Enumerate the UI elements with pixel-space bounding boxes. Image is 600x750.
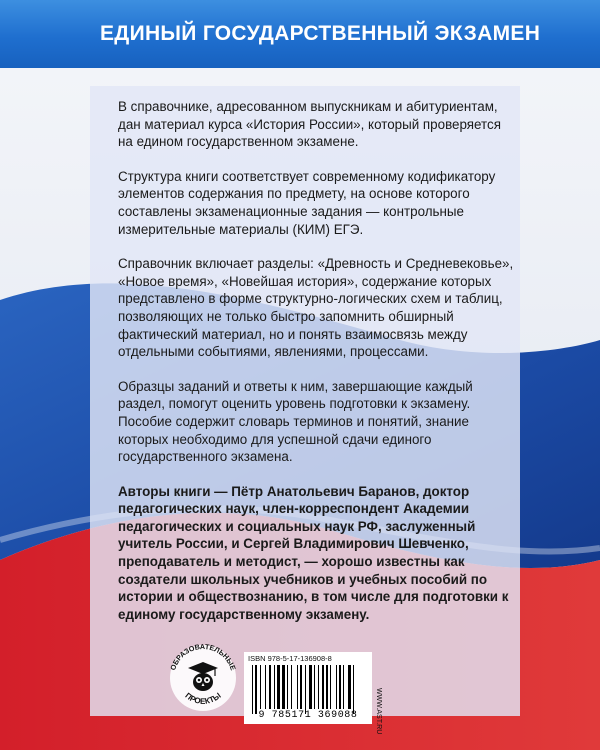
barcode-bar: [269, 665, 271, 709]
barcode-bar: [265, 665, 266, 709]
publisher-logo: [166, 638, 240, 712]
barcode-bar: [322, 665, 324, 709]
annotation-text: [118, 98, 518, 640]
barcode-bar: [305, 665, 306, 714]
paragraph-structure: Структура книги соответствует современному кодификатору элементов содержания по предмету, на основе которого составлены экзаменационные задания — контрольные измерительные материалы (КИМ) ЕГЭ.: [118, 168, 496, 237]
barcode-digits: 9 785171 369088: [258, 710, 358, 721]
barcode-bar: [297, 665, 298, 709]
barcode-bar: [353, 665, 354, 714]
barcode-bar: [348, 665, 351, 709]
paragraph-authors: Авторы книги — Пётр Анатольевич Баранов, доктор педагогических наук, член-корреспондент Академии педагогических и социальных наук РФ, заслуженный учитель России, и Сергей Владимирович Шевченко, преподаватель и методист, — хорошо известны как создатели школьных учебников и учебных пособий по истории и обществознанию, в том числе для подготовки к единому государственному экзамену.: [118, 483, 509, 622]
paragraph-sections: Справочник включает разделы: «Древность и Средневековье», «Новое время», «Новейшая история», содержание которых представлено в форме структурно-логических схем и таблиц, позволяющих не только быстро запомнить обширный фактический материал, но и понять взаимосвязь между отдельными событиями, явлениями, процессами.: [118, 256, 514, 360]
barcode-bar: [330, 665, 331, 709]
barcode-bar: [260, 665, 261, 709]
barcode-bar: [318, 665, 319, 709]
barcode-bar: [287, 665, 288, 709]
barcode-bar: [252, 665, 253, 714]
publisher-url: WWW.AST.RU: [375, 688, 382, 735]
series-title: ЕДИНЫЙ ГОСУДАРСТВЕННЫЙ ЭКЗАМЕН: [100, 22, 541, 45]
barcode-bar: [339, 665, 341, 709]
barcode-bar: [309, 665, 312, 709]
paragraph-tasks: Образцы заданий и ответы к ним, завершающие каждый раздел, помогут оценить уровень подготовки к экзамену. Пособие содержит словарь терминов и понятий, знание которых необходимо для успешной сдачи единого государственного экзамена.: [118, 378, 473, 465]
barcode-bar: [255, 665, 257, 714]
barcode-bar: [343, 665, 344, 709]
isbn-label: ISBN 978-5-17-136908-8: [248, 654, 332, 663]
barcode-bar: [291, 665, 292, 709]
barcode-bar: [314, 665, 315, 709]
header-band: [0, 0, 600, 68]
barcode-bar: [274, 665, 275, 709]
barcode-bars: [252, 665, 364, 711]
barcode-bar: [282, 665, 284, 709]
barcode-bar: [336, 665, 337, 709]
barcode-block: [244, 652, 372, 724]
logo-top-text: ОБРАЗОВАТЕЛЬНЫЕ: [168, 641, 238, 672]
barcode-bar: [277, 665, 280, 709]
paragraph-intro: В справочнике, адресованном выпускникам и абитуриентам, дан материал курса «История России», который проверяется на едином государственном экзамене.: [118, 99, 501, 150]
barcode-bar: [326, 665, 328, 709]
barcode-bar: [300, 665, 302, 709]
logo-bottom-text: ПРОЕКТЫ: [183, 690, 223, 706]
